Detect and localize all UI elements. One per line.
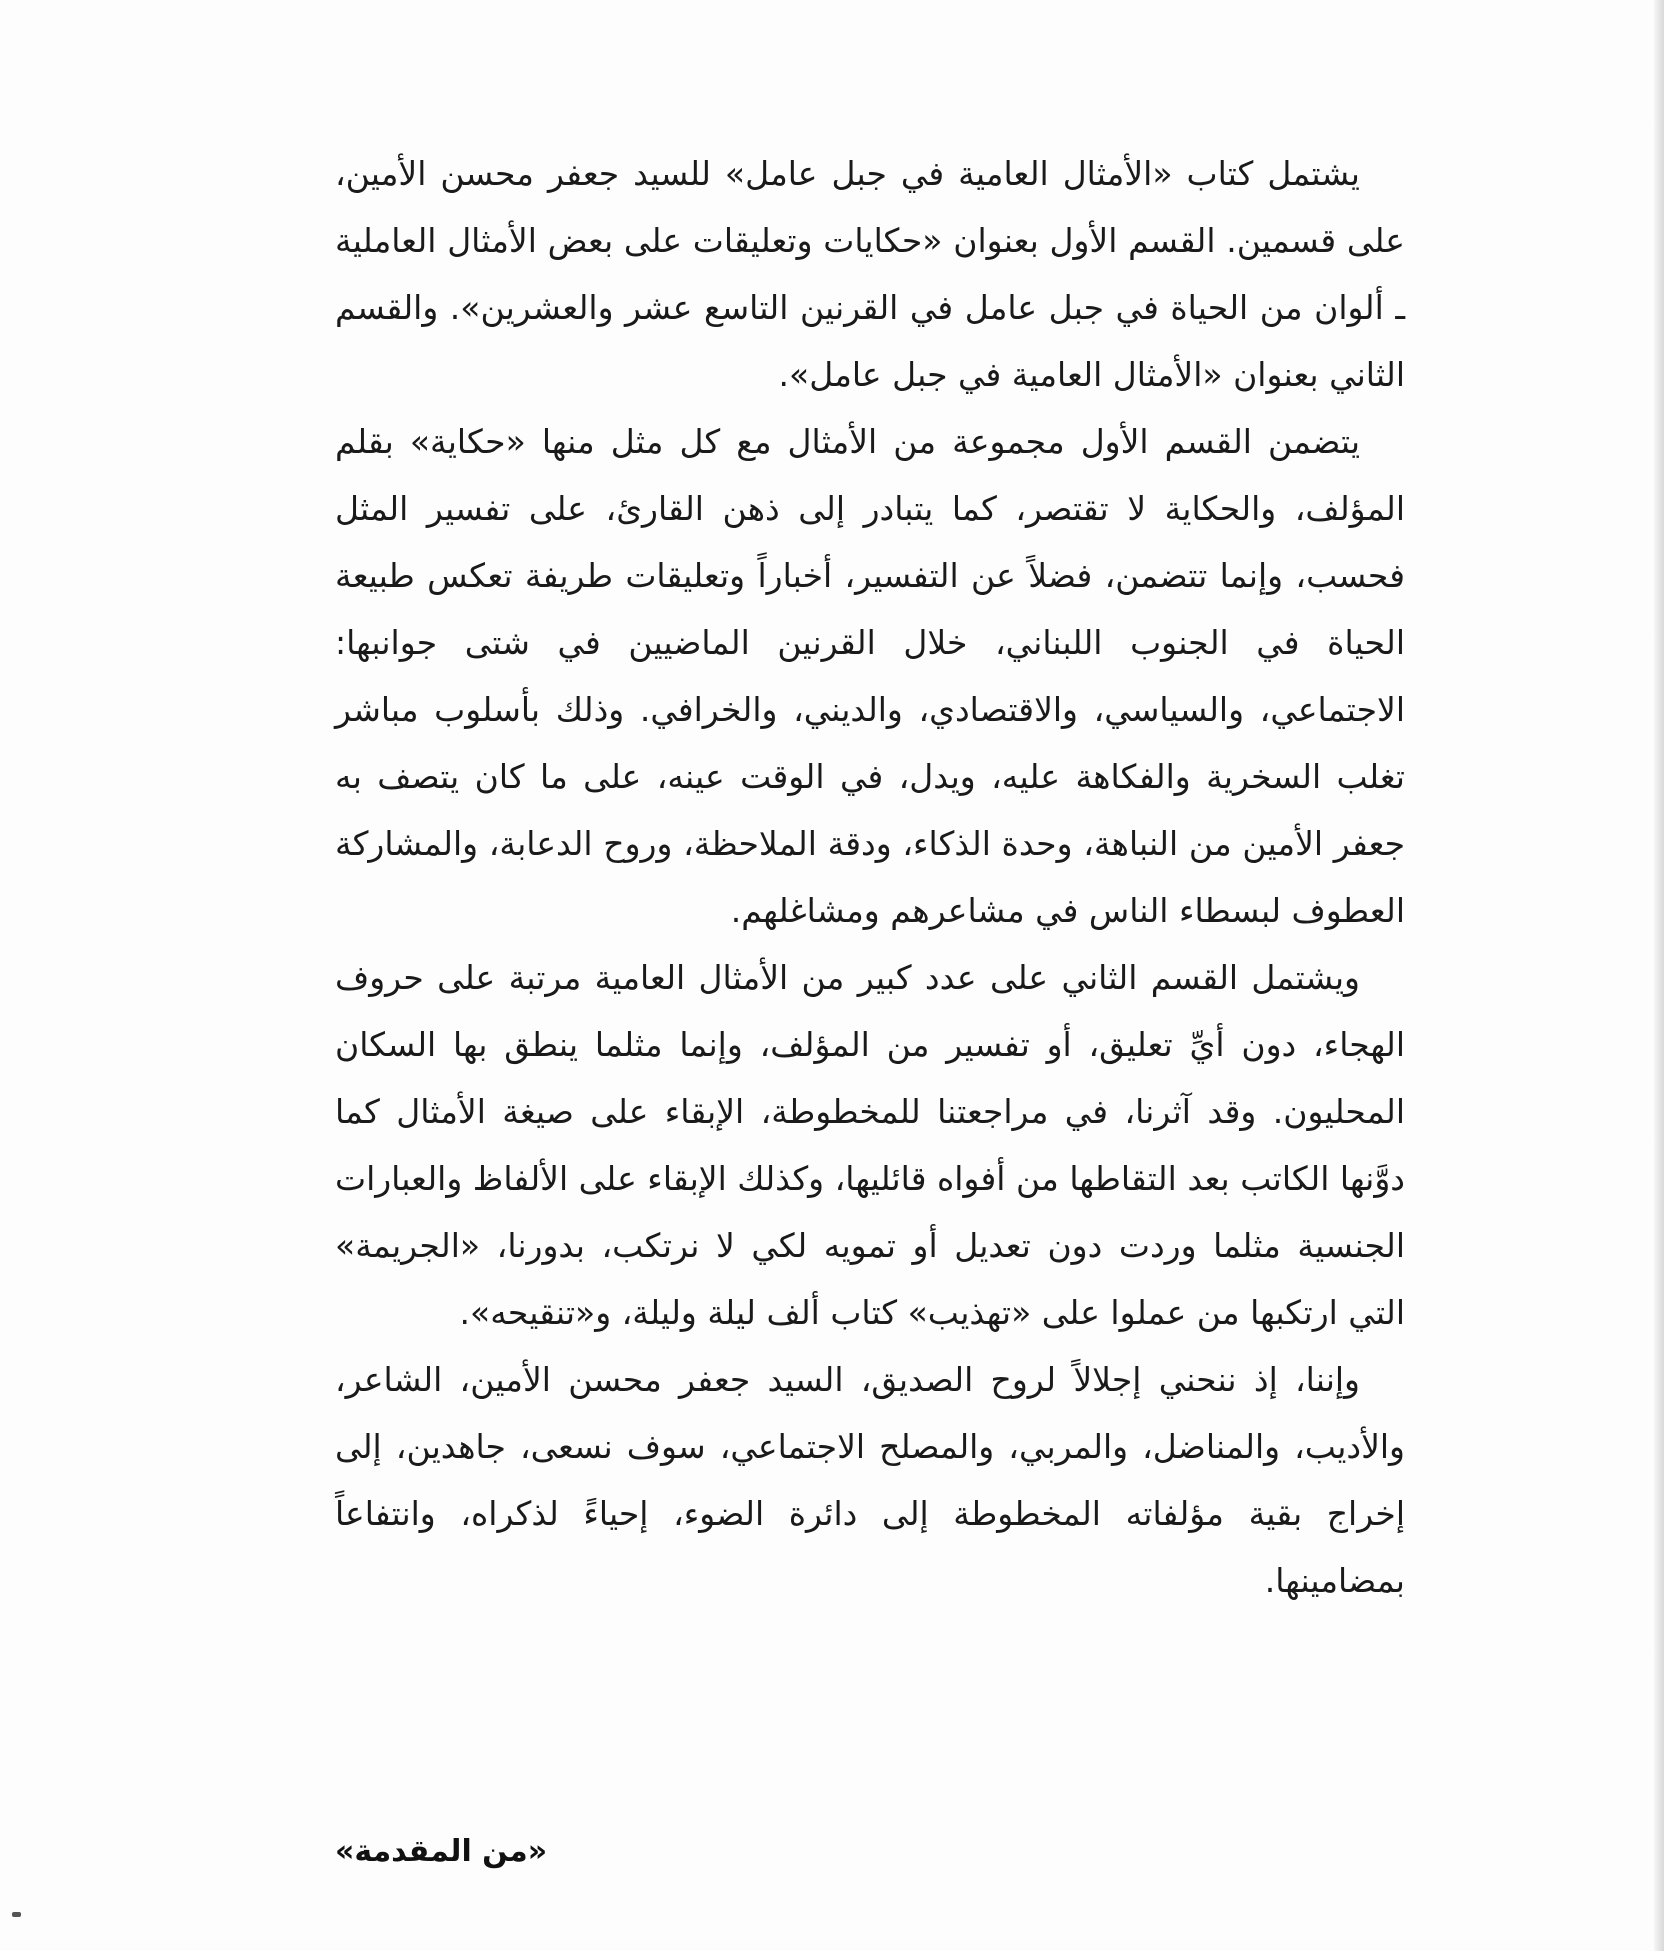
- page-edge-shadow: [1654, 0, 1664, 1951]
- scan-speck: [12, 1912, 21, 1917]
- paragraph: وإننا، إذ ننحني إجلالاً لروح الصديق، السيد جعفر محسن الأمين، الشاعر، والأديب، والمناضل، والمربي، والمصلح الاجتماعي، سوف نسعى، جاهدين، إلى إخراج بقية مؤلفاته المخطوطة إلى دائرة الضوء، إحياءً لذكراه، وانتفاعاً بمضامينها.: [335, 1360, 1405, 1600]
- body-text: [335, 140, 1405, 1614]
- paragraph: ويشتمل القسم الثاني على عدد كبير من الأمثال العامية مرتبة على حروف الهجاء، دون أيِّ تعليق، أو تفسير من المؤلف، وإنما مثلما ينطق بها السكان المحليون. وقد آثرنا، في مراجعتنا للمخطوطة، الإبقاء على صيغة الأمثال كما دوَّنها الكاتب بعد التقاطها من أفواه قائليها، وكذلك الإبقاء على الألفاظ والعبارات الجنسية مثلما وردت دون تعديل أو تمويه لكي لا نرتكب، بدورنا، «الجريمة» التي ارتكبها من عملوا على «تهذيب» كتاب ألف ليلة وليلة، و«تنقيحه».: [335, 958, 1405, 1332]
- paragraph: يشتمل كتاب «الأمثال العامية في جبل عامل» للسيد جعفر محسن الأمين، على قسمين. القسم الأول بعنوان «حكايات وتعليقات على بعض الأمثال العاملية ـ ألوان من الحياة في جبل عامل في القرنين التاسع عشر والعشرين». والقسم الثاني بعنوان «الأمثال العامية في جبل عامل».: [335, 154, 1405, 394]
- paragraph: يتضمن القسم الأول مجموعة من الأمثال مع كل مثل منها «حكاية» بقلم المؤلف، والحكاية لا تقتصر، كما يتبادر إلى ذهن القارئ، على تفسير المثل فحسب، وإنما تتضمن، فضلاً عن التفسير، أخباراً وتعليقات طريفة تعكس طبيعة الحياة في الجنوب اللبناني، خلال القرنين الماضيين في شتى جوانبها: الاجتماعي، والسياسي، والاقتصادي، والديني، والخرافي. وذلك بأسلوب مباشر تغلب السخرية والفكاهة عليه، ويدل، في الوقت عينه، على ما كان يتصف به جعفر الأمين من النباهة، وحدة الذكاء، ودقة الملاحظة، وروح الدعابة، والمشاركة العطوف لبسطاء الناس في مشاعرهم ومشاغلهم.: [335, 422, 1405, 930]
- source-attribution: «من المقدمة»: [335, 1834, 548, 1869]
